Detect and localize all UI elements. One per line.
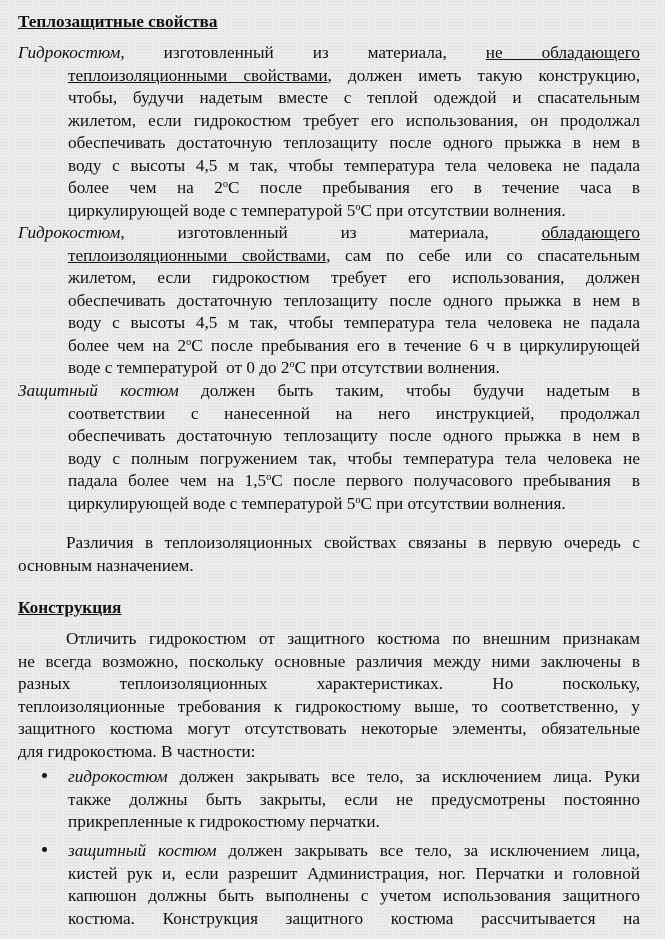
text-line: капюшон должны быть выполнены с учетом использования защитного: [68, 886, 640, 905]
term-hydrosuit: гидрокостюм: [68, 767, 168, 786]
text-fragment: , изготовленный из материала,: [120, 223, 542, 242]
text-line: воду с высоты 4,5 м так, чтобы температура тела человека не падала: [68, 155, 640, 175]
degree-superscript: o: [289, 359, 295, 371]
text-line: соответствии с нанесенной на него инструкцией, продолжал: [68, 403, 640, 423]
text-line: теплоизоляционные требования к гидрокостюму выше, то соответственно, у: [18, 696, 640, 716]
text-line: [68, 200, 640, 223]
text-line: для гидрокостюма. В частности:: [18, 741, 256, 761]
text-line: защитного костюма могут отсутствовать некоторые элементы, обязательные: [18, 719, 640, 738]
text-line: обеспечивать достаточную теплозащиту после одного прыжка в нем в: [68, 290, 640, 310]
heading-construction: Конструкция: [18, 598, 122, 617]
paragraph-differences: [18, 532, 640, 577]
text-fragment: С после пребывания его в течение часа в: [228, 178, 641, 197]
text-fragment: должен закрывать все тело, за исключением лица,: [216, 841, 641, 860]
heading-thermal-properties: Теплозащитные свойства: [18, 12, 218, 31]
text-fragment: более чем на 2: [68, 335, 187, 355]
underlined-phrase: не обладающего: [485, 43, 640, 62]
text-line: костюма. Конструкция защитного костюма рассчитывается на: [68, 908, 640, 928]
text-line: [68, 766, 640, 789]
text-line: обеспечивать достаточную теплозащиту после одного прыжка в нем в: [68, 426, 640, 445]
text-line: не всегда возможно, поскольку основные различия между ними заключены в: [18, 651, 640, 671]
degree-superscript: o: [355, 494, 361, 506]
text-line: [68, 470, 640, 493]
bullet-icon: [42, 847, 47, 852]
list-item-protective-suit: [18, 840, 640, 930]
text-line: [68, 840, 640, 863]
text-line: воду с высоты 4,5 м так, чтобы температура тела человека не падала: [68, 313, 640, 332]
text-line: [18, 380, 640, 403]
text-fragment: должен быть таким, чтобы будучи надетым в: [178, 381, 640, 400]
text-line: [18, 222, 640, 245]
underlined-phrase: теплоизоляционными свойствами: [68, 245, 327, 265]
text-line: разных теплоизоляционных характеристиках. Но поскольку,: [18, 674, 640, 693]
text-fragment: падала более чем на 1,5: [68, 471, 267, 490]
text-line: воду с полным погружением так, чтобы температура тела человека не: [68, 448, 640, 468]
text-fragment: должен закрывать все тело, за исключением лица. Руки: [167, 767, 640, 786]
underlined-phrase: теплоизоляционными свойствами: [68, 65, 328, 85]
term-hydrosuit: Гидрокостюм: [18, 43, 121, 62]
text-fragment: С при отсутствии волнения.: [360, 200, 566, 220]
text-line: [68, 335, 640, 358]
paragraph-protective-suit: [18, 380, 640, 515]
text-fragment: С после пребывания его в течение 6 ч в циркулирующей: [191, 335, 640, 355]
text-line: [68, 177, 640, 200]
term-protective-suit: Защитный костюм: [18, 381, 179, 400]
text-line: Различия в теплоизоляционных свойствах связаны в первую очередь с: [66, 533, 640, 552]
text-line: [18, 42, 640, 65]
text-fragment: , должен иметь такую конструкцию,: [327, 65, 640, 85]
bullet-icon: [42, 773, 47, 778]
paragraph-construction: [18, 628, 640, 763]
text-fragment: циркулирующей воде с температурой 5: [68, 493, 356, 513]
text-fragment: более чем на 2: [68, 178, 223, 197]
text-line: жилетом, если гидрокостюм требует его использования, должен: [68, 268, 640, 287]
degree-superscript: o: [186, 336, 192, 348]
text-line: [68, 493, 640, 516]
degree-superscript: o: [222, 179, 229, 191]
text-fragment: С после первого получасового пребывания в: [271, 471, 640, 490]
text-fragment: , изготовленный из материала,: [120, 43, 486, 62]
list-item-hydrosuit: [18, 766, 640, 834]
text-line: обеспечивать достаточную теплозащиту после одного прыжка в нем в: [68, 133, 640, 152]
text-line: [68, 245, 640, 268]
text-line: чтобы, будучи надетым вместе с теплой одеждой и спасательным: [68, 88, 640, 107]
text-fragment: циркулирующей воде с температурой 5: [68, 200, 356, 220]
term-hydrosuit: Гидрокостюм: [18, 223, 121, 242]
text-fragment: С при отсутствии волнения.: [294, 358, 500, 377]
paragraph-hydrosuit-non-insulating: [18, 42, 640, 222]
text-line: Отличить гидрокостюм от защитного костюма по внешним признакам: [66, 629, 640, 648]
text-fragment: , сам по себе или со спасательным: [326, 245, 640, 265]
text-line: [68, 357, 640, 380]
degree-superscript: o: [266, 472, 272, 484]
text-line: кистей рук и, если разрешит Администрация, ног. Перчатки и головной: [68, 863, 640, 883]
text-line: жилетом, если гидрокостюм требует его использования, он продолжал: [68, 110, 640, 130]
text-line: [68, 65, 640, 88]
term-protective-suit: защитный костюм: [68, 841, 217, 860]
text-line: прикрепленные к гидрокостюму перчатки.: [68, 812, 380, 831]
text-fragment: С при отсутствии волнения.: [360, 493, 566, 513]
degree-superscript: o: [355, 201, 361, 213]
text-line: также должны быть закрыты, если не предусмотрены постоянно: [68, 789, 640, 809]
text-fragment: воде с температурой от 0 до 2: [68, 358, 290, 377]
text-line: основным назначением.: [18, 555, 194, 575]
underlined-phrase: обладающего: [541, 223, 640, 242]
paragraph-hydrosuit-insulating: [18, 222, 640, 380]
